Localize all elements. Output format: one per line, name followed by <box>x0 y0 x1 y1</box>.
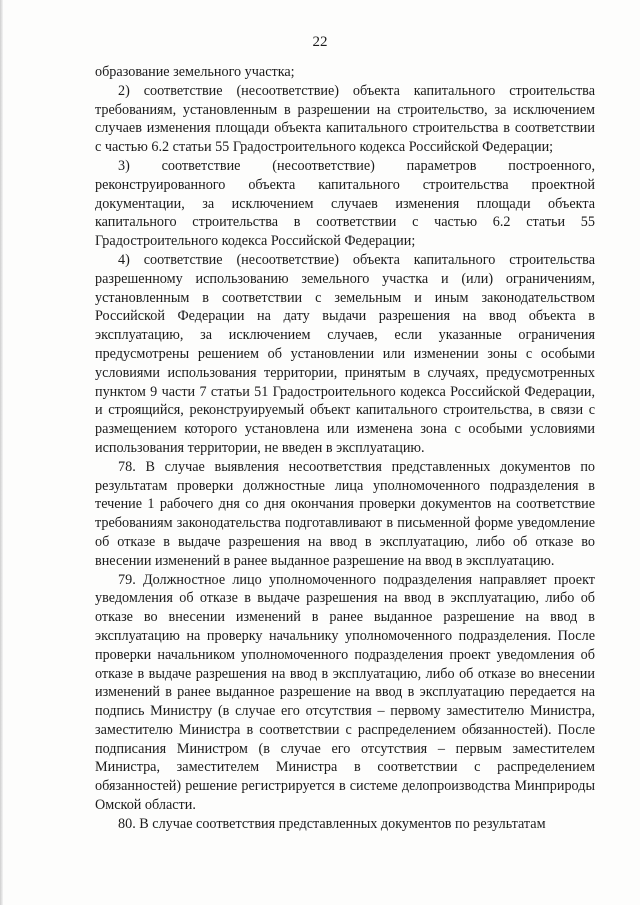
paragraph-item-2: 2) соответствие (несоответствие) объекта капитального строительства требованиям, установленным в разрешении на строительство, за исключением случаев изменения площади объекта капитального строительства в соответствии с частью 6.2 статьи 55 Градостроительного кодекса Российской Федерации; <box>95 82 595 156</box>
document-body <box>95 63 595 834</box>
page-edge-shadow <box>0 0 3 905</box>
paragraph-78: 78. В случае выявления несоответствия представленных документов по результатам проверки должностные лица уполномоченного подразделения в течение 1 рабочего дня со дня окончания проверки документов на соответствие требованиям законодательства подготавливают в письменной форме уведомление об отказе в выдаче разрешения на ввод в эксплуатацию, либо об отказе во внесении изменений в ранее выданное разрешение на ввод в эксплуатацию. <box>95 458 595 569</box>
page-number: 22 <box>312 34 328 50</box>
paragraph-79: 79. Должностное лицо уполномоченного подразделения направляет проект уведомления об отказе в выдаче разрешения на ввод в эксплуатацию, либо об отказе во внесении изменений в ранее выданное разрешение на ввод в эксплуатацию на проверку начальнику уполномоченного подразделения. После проверки начальником уполномоченного подразделения проект уведомления об отказе в выдаче разрешения на ввод в эксплуатацию, либо об отказе во внесении изменений в ранее выданное разрешение на ввод в эксплуатацию передается на подпись Министру (в случае его отсутствия – первому заместителю Министра, заместителю Министра в соответствии с распределением обязанностей). После подписания Министром (в случае его отсутствия – первым заместителем Министра, заместителем Министра в соответствии с распределением обязанностей) решение регистрируется в системе делопроизводства Минприроды Омской области. <box>95 571 595 814</box>
paragraph-continuation: образование земельного участка; <box>95 64 295 80</box>
paragraph-80: 80. В случае соответствия представленных документов по результатам <box>118 815 546 832</box>
paragraph-item-4: 4) соответствие (несоответствие) объекта капитального строительства разрешенному использованию земельного участка и (или) ограничениям, установленным в соответствии с земельным и иным законодательством Российской Федерации на дату выдачи разрешения на ввод объекта в эксплуатацию, за исключением случаев, если указанные ограничения предусмотрены решением об установлении или изменении зоны с особыми условиями использования территории, принятым в случаях, предусмотренных пунктом 9 части 7 статьи 51 Градостроительного кодекса Российской Федерации, и строящийся, реконструируемый объект капитального строительства, в связи с размещением которого установлена или изменена зона с особыми условиями использования территории, не введен в эксплуатацию. <box>95 251 595 456</box>
paragraph-item-3: 3) соответствие (несоответствие) параметров построенного, реконструированного объекта капитального строительства проектной документации, за исключением случаев изменения площади объекта капитального строительства в соответствии с частью 6.2 статьи 55 Градостроительного кодекса Российской Федерации; <box>95 157 595 250</box>
